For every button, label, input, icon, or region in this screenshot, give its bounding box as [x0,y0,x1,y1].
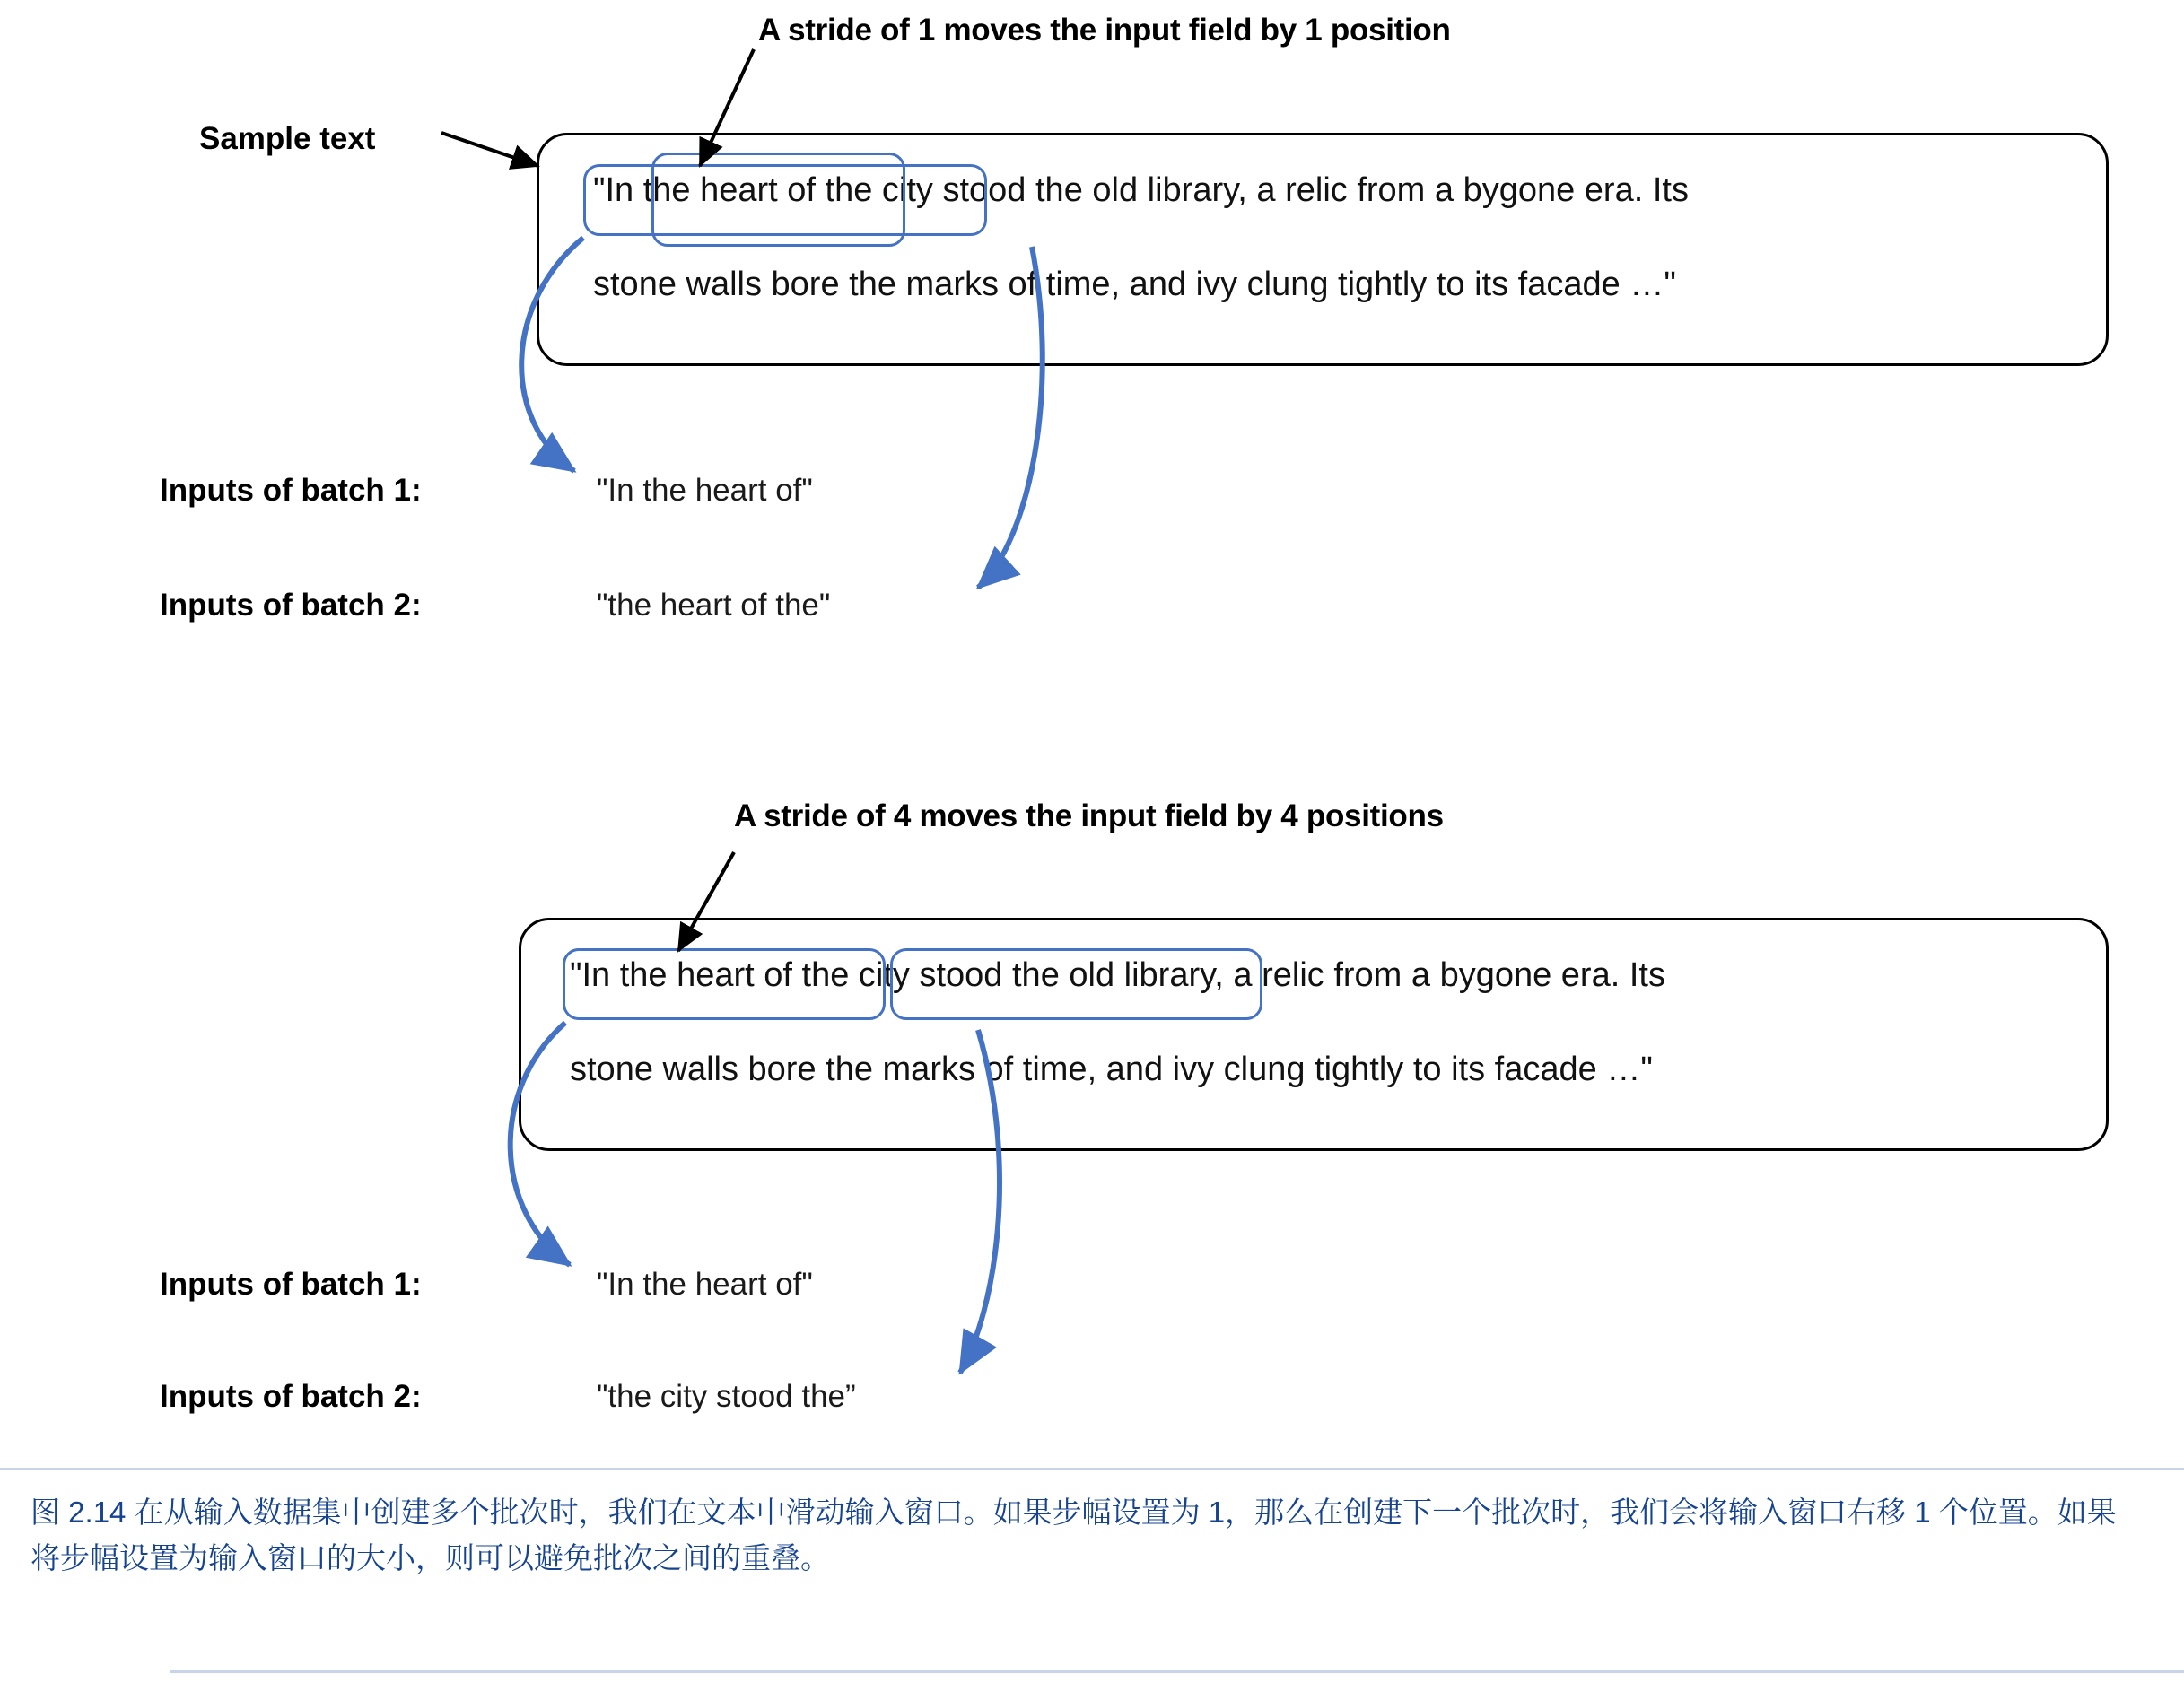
highlight-batch-2-window [651,153,905,247]
batch-2-value-panel-1: "the heart of the" [597,588,831,623]
batch-2-label-panel-2: Inputs of batch 2: [160,1379,422,1414]
callout-stride-1: A stride of 1 moves the input field by 1 position [758,13,1451,48]
caption-bottom-divider [170,1670,2184,1673]
sample-text-line-2: stone walls bore the marks of time, and ivy clung tightly to its facade …" [593,266,1676,303]
callout-stride-4: A stride of 4 moves the input field by 4 positions [734,798,1444,833]
batch-2-label-panel-1: Inputs of batch 2: [160,588,422,623]
highlight-batch-1-window-panel-2 [563,948,886,1020]
caption-divider [0,1468,2184,1470]
batch-2-value-panel-2: "the city stood the” [597,1379,856,1414]
sample-text-line-1: "In the heart of the city stood the old library, a relic from a bygone era. Its [593,171,1689,209]
batch-1-value-panel-1: "In the heart of" [597,473,813,508]
sample-text-line-2-panel-2: stone walls bore the marks of time, and ivy clung tightly to its facade …" [570,1051,1653,1088]
sample-text-line-1-panel-2: "In the heart of the city stood the old library, a relic from a bygone era. Its [570,956,1665,994]
batch-1-label-panel-1: Inputs of batch 1: [160,473,422,508]
batch-1-value-panel-2: "In the heart of" [597,1267,813,1302]
sample-text-label: Sample text [199,121,376,156]
batch-1-label-panel-2: Inputs of batch 1: [160,1267,422,1302]
figure-caption: 图 2.14 在从输入数据集中创建多个批次时，我们在文本中滑动输入窗口。如果步幅设置为 1，那么在创建下一个批次时，我们会将输入窗口右移 1 个位置。如果将步幅设置为输入窗口的大小，则可以避免批次之间的重叠。 [31,1496,2117,1575]
highlight-batch-2-window-panel-2 [890,948,1262,1020]
